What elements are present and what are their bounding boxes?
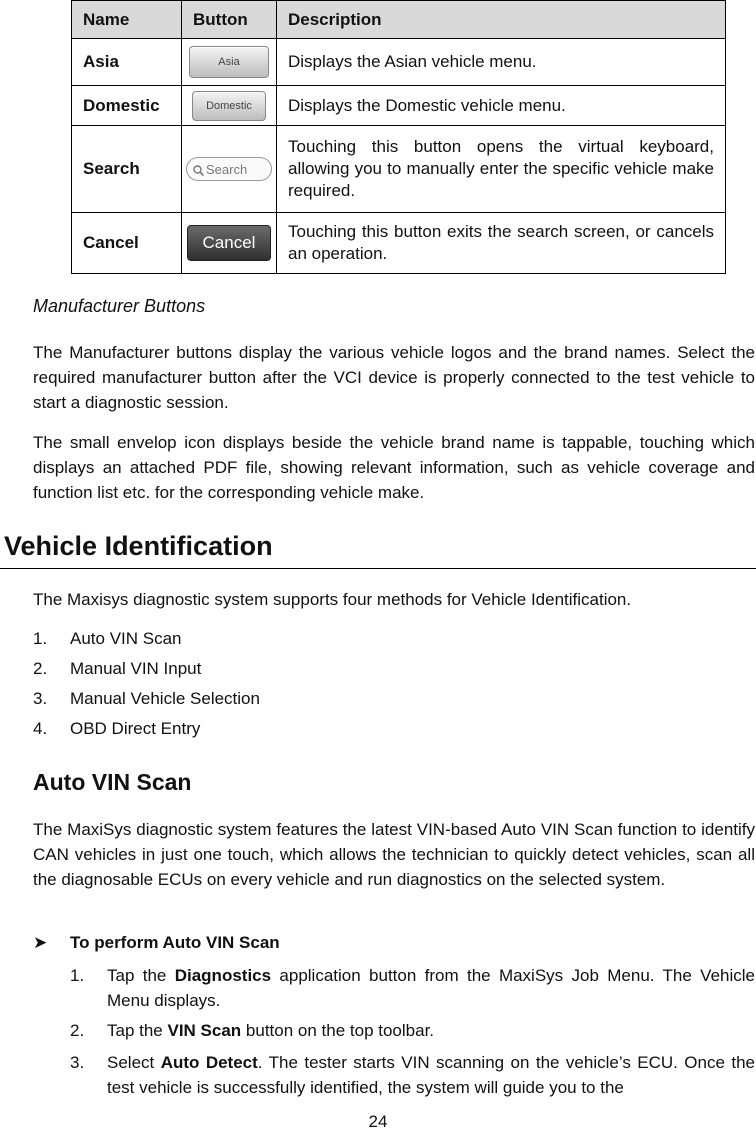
step-text-pre: Select (107, 1053, 161, 1072)
procedure-step (70, 1018, 755, 1043)
row-description: Displays the Asian vehicle menu. (277, 39, 726, 86)
section-heading: Vehicle Identification (4, 531, 273, 561)
procedure-step (70, 1050, 755, 1100)
list-number: 3. (33, 689, 48, 708)
header-button: Button (182, 1, 277, 39)
domestic-button: Domestic (192, 91, 266, 121)
step-text (107, 963, 755, 1013)
row-name: Asia (72, 39, 182, 86)
procedure-title (33, 933, 280, 953)
list-item (33, 656, 201, 681)
asia-button: Asia (189, 46, 269, 78)
step-text (107, 1050, 755, 1100)
figure-caption: Manufacturer Buttons (33, 296, 206, 316)
table-row (72, 126, 726, 213)
table-row (72, 39, 726, 86)
procedure-step (70, 963, 755, 1013)
list-number: 1. (33, 629, 48, 648)
header-description: Description (277, 1, 726, 39)
step-text-bold: VIN Scan (167, 1021, 242, 1040)
step-number: 2. (70, 1021, 85, 1040)
table-row (72, 86, 726, 126)
list-text: Manual VIN Input (70, 659, 202, 678)
procedure-title-text: To perform Auto VIN Scan (70, 933, 280, 952)
cancel-button: Cancel (187, 225, 271, 261)
step-text-post: button on the top toolbar. (241, 1021, 435, 1040)
step-text-bold: Auto Detect (160, 1053, 258, 1072)
page-number: 24 (368, 1112, 388, 1131)
paragraph: The small envelop icon displays beside the vehicle brand name is tappable, touching which displays an attached PDF file, showing relevant information, such as vehicle coverage and function list etc. for the corresponding vehicle make. (33, 433, 755, 502)
row-name: Search (72, 126, 182, 213)
step-text (107, 1018, 755, 1043)
step-number: 3. (70, 1053, 85, 1072)
heading-divider (0, 568, 756, 569)
list-item (33, 716, 200, 741)
button-description-table (71, 0, 726, 274)
list-text: Manual Vehicle Selection (70, 689, 260, 708)
row-description: Touching this button exits the search screen, or cancels an operation. (277, 213, 726, 274)
step-text-pre: Tap the (107, 1021, 168, 1040)
list-number: 2. (33, 659, 48, 678)
search-button (186, 157, 272, 181)
paragraph: The MaxiSys diagnostic system features the latest VIN-based Auto VIN Scan function to identify CAN vehicles in just one touch, which allows the technician to quickly detect vehicles, scan all the diagnosable ECUs on every vehicle and run diagnostics on the selected system. (33, 820, 755, 889)
list-number: 4. (33, 719, 48, 738)
header-name: Name (72, 1, 182, 39)
row-description: Displays the Domestic vehicle menu. (277, 86, 726, 126)
arrow-bullet-icon: ➤ (33, 933, 48, 952)
step-text-bold: Diagnostics (174, 966, 272, 985)
list-item (33, 686, 260, 711)
row-name: Cancel (72, 213, 182, 274)
table-row (72, 213, 726, 274)
paragraph: The Manufacturer buttons display the various vehicle logos and the brand names. Select the required manufacturer button after the VCI device is properly connected to the test vehicle to start a diagnostic session. (33, 343, 755, 412)
list-text: Auto VIN Scan (70, 629, 182, 648)
subsection-heading: Auto VIN Scan (33, 769, 192, 795)
table-header-row (72, 1, 726, 39)
paragraph: The Maxisys diagnostic system supports four methods for Vehicle Identification. (33, 590, 632, 609)
step-number: 1. (70, 966, 85, 985)
search-icon (193, 165, 204, 176)
search-button-label: Search (206, 162, 248, 177)
row-description: Touching this button opens the virtual keyboard, allowing you to manually enter the specific vehicle make required. (277, 126, 726, 213)
step-text-post: . The tester starts VIN scanning on the vehicle’s ECU. Once the test vehicle is successfully identified, the system will guide you to the (107, 1053, 755, 1097)
list-text: OBD Direct Entry (70, 719, 201, 738)
list-item (33, 626, 182, 651)
step-text-post: application button from the MaxiSys Job Menu. The Vehicle Menu displays. (107, 966, 755, 1010)
step-text-pre: Tap the (107, 966, 175, 985)
row-name: Domestic (72, 86, 182, 126)
